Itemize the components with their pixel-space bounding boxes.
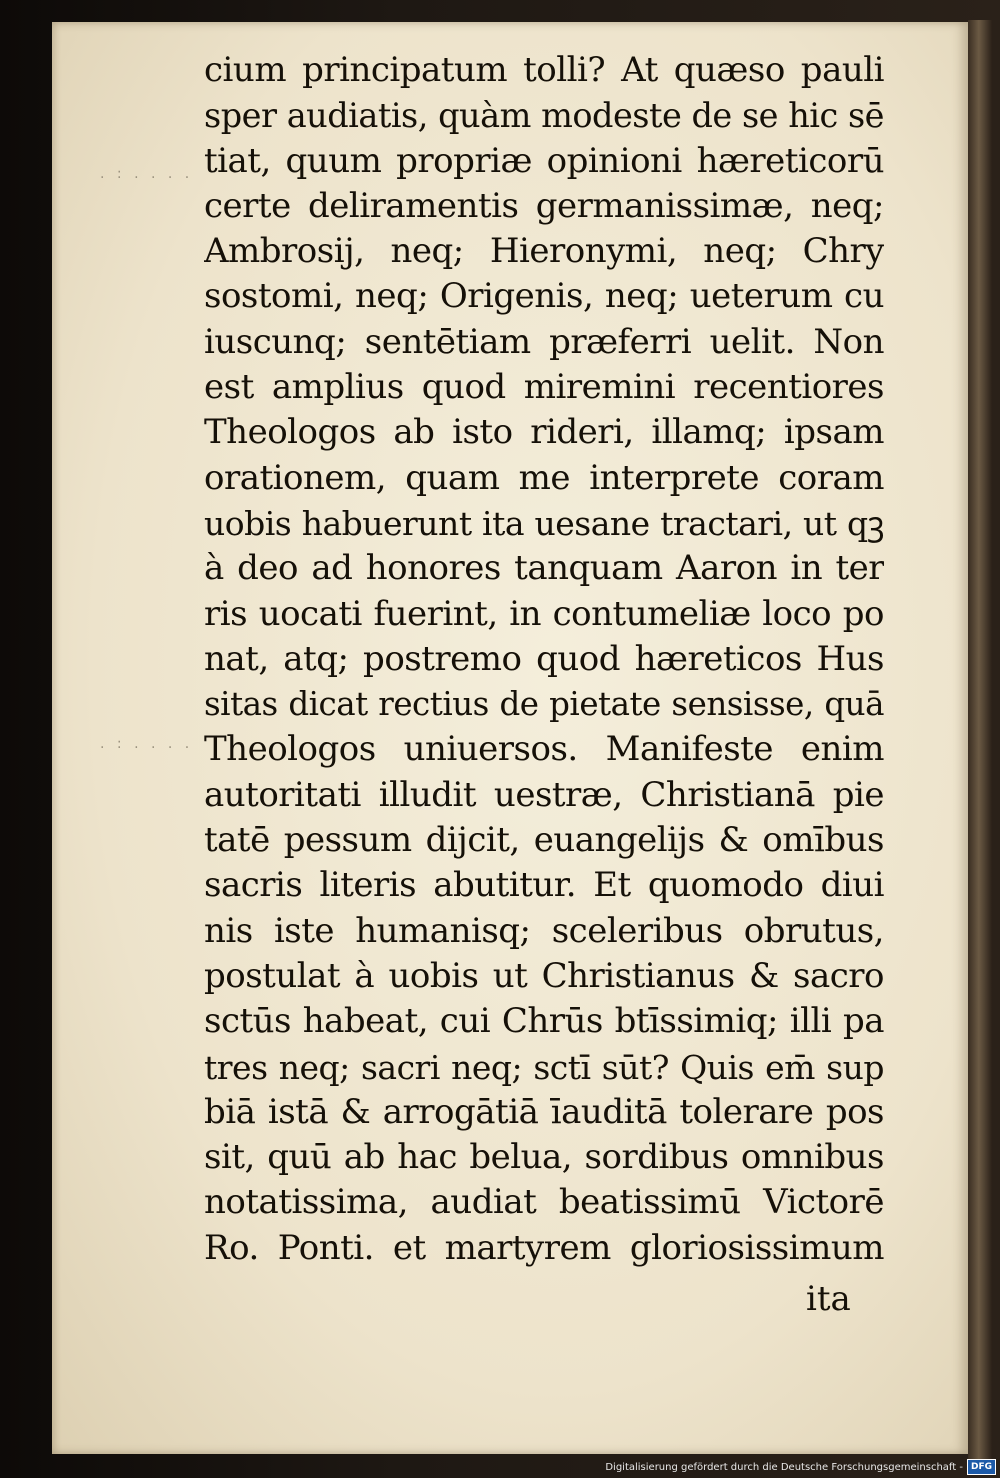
text-line: nis iste humanisq; sceleribus obrutus, (204, 910, 884, 951)
text-line: iuscunq; sentētiam præferri uelit. Non (204, 321, 884, 362)
text-line: certe deliramentis germanissimæ, neq; (204, 185, 884, 226)
text-line: autoritati illudit uestræ, Christianā pie (204, 774, 884, 815)
text-line: Ro. Ponti. et martyrem gloriosissimum (204, 1227, 884, 1268)
text-line: à deo ad honores tanquam Aaron in ter (204, 548, 884, 589)
text-line: uobis habuerunt ita uesane tractari, ut qꝫ (204, 503, 884, 543)
text-line: ris uocati fuerint, in contumeliæ loco po (204, 593, 884, 634)
text-line: nat, atq; postremo quod hæreticos Hus (204, 638, 884, 679)
text-line: sacris literis abutitur. Et quomodo diui (204, 865, 884, 906)
text-line: sctūs habeat, cui Chrūs btīssimiq; illi pa (204, 1001, 884, 1042)
text-line: biā istā & arrogātiā īauditā tolerare pos (204, 1091, 884, 1132)
footer-credit: Digitalisierung gefördert durch die Deutsche Forschungsgemeinschaft - (605, 1461, 963, 1473)
text-line: est amplius quod miremini recentiores (204, 367, 884, 408)
margin-mark: . : . . . . (100, 736, 194, 752)
text-line: Ambrosij, neq; Hieronymi, neq; Chry (204, 231, 884, 272)
text-line: tatē pessum dijcit, euangelijs & omībus (204, 820, 884, 861)
catchword: ita (806, 1279, 851, 1319)
book-edge (968, 20, 992, 1460)
digitization-footer (600, 1458, 996, 1476)
text-line: tiat, quum propriæ opinioni hæreticorū (204, 140, 884, 181)
text-line: notatissima, audiat beatissimū Victorē (204, 1182, 884, 1223)
dfg-logo-icon: DFG (967, 1459, 996, 1475)
text-line: sostomi, neq; Origenis, neq; ueterum cu (204, 276, 884, 317)
text-line: orationem, quam me interprete coram (204, 457, 884, 498)
page-text (204, 48, 884, 1271)
text-line: tres neq; sacri neq; sctī sūt? Quis em̄ sup (204, 1047, 884, 1087)
text-line: cium principatum tolli? At quæso pauli (204, 50, 884, 90)
margin-mark: . : . . . . (100, 166, 194, 182)
text-line: postulat à uobis ut Christianus & sacro (204, 955, 884, 996)
text-line: Theologos ab isto rideri, illamq; ipsam (204, 412, 884, 453)
text-line: sit, quū ab hac belua, sordibus omnibus (204, 1137, 884, 1178)
text-line: Theologos uniuersos. Manifeste enim (204, 729, 884, 770)
text-line: sitas dicat rectius de pietate sensisse, quā (204, 685, 884, 724)
text-line: sper audiatis, quàm modeste de se hic sē (204, 96, 884, 136)
